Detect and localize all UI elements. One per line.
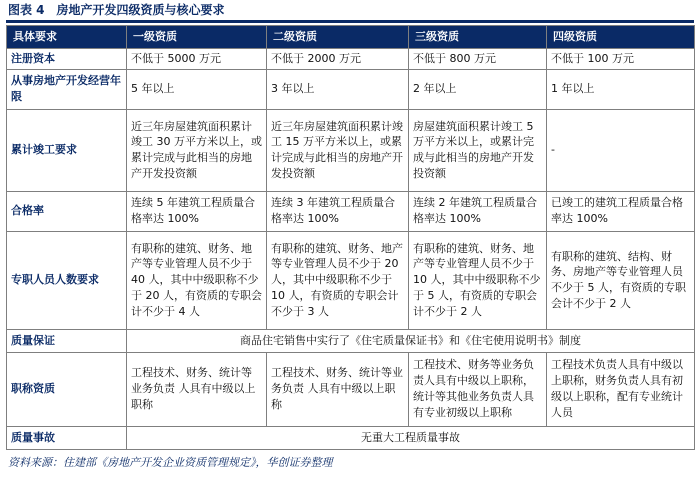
cell-completion-level-2: 近三年房屋建筑面积累计竣工 15 万平方米以上，或累计完成与此相当的房地产开发投资额 [267,109,409,191]
cell-registered-capital-level-1: 不低于 5000 万元 [127,48,267,69]
cell-title-level-4: 工程技术负责人具有中级以上职称，财务负责人具有初级以上职称，配有专业统计人员 [547,352,695,426]
cell-title-level-1: 工程技术、财务、统计等业务负责 人具有中级以上职称 [127,352,267,426]
table-row [7,426,695,449]
cell-quality-assurance-merged: 商品住宅销售中实行了《住宅质量保证书》和《住宅使用说明书》制度 [127,329,695,352]
table-row [7,191,695,231]
qualification-table [6,25,695,450]
header-level-3: 三级资质 [409,26,547,49]
row-label-staff-requirement: 专职人员人数要求 [7,231,127,329]
cell-pass-rate-level-4: 已竣工的建筑工程质量合格率达 100% [547,191,695,231]
row-label-operating-years: 从事房地产开发经营年限 [7,69,127,109]
cell-operating-years-level-2: 3 年以上 [267,69,409,109]
table-row [7,231,695,329]
header-level-2: 二级资质 [267,26,409,49]
cell-operating-years-level-3: 2 年以上 [409,69,547,109]
table-row [7,352,695,426]
header-level-1: 一级资质 [127,26,267,49]
source-note: 资料来源：住建部《房地产开发企业资质管理规定》，华创证券整理 [8,455,333,469]
cell-pass-rate-level-1: 连续 5 年建筑工程质量合格率达 100% [127,191,267,231]
cell-staff-level-3: 有职称的建筑、财务、地产等专业管理人员不少于 10 人，其中中级职称不少于 5 人，有资质的专职会计不少于 2 人 [409,231,547,329]
table-row [7,69,695,109]
cell-pass-rate-level-3: 连续 2 年建筑工程质量合格率达 100% [409,191,547,231]
cell-title-level-3: 工程技术、财务等业务负责人具有中级以上职称，统计等其他业务负责人具有专业初级以上职称 [409,352,547,426]
cell-staff-level-4: 有职称的建筑、结构、财务、房地产等专业管理人员不少于 5 人，有资质的专职会计不少于 2 人 [547,231,695,329]
title-divider [6,20,694,23]
cell-quality-accident-merged: 无重大工程质量事故 [127,426,695,449]
figure-title: 图表 4 房地产开发四级资质与核心要求 [8,3,225,17]
cell-pass-rate-level-2: 连续 3 年建筑工程质量合格率达 100% [267,191,409,231]
row-label-quality-assurance: 质量保证 [7,329,127,352]
row-label-title-qualification: 职称资质 [7,352,127,426]
cell-registered-capital-level-4: 不低于 100 万元 [547,48,695,69]
table-row [7,48,695,69]
row-label-registered-capital: 注册资本 [7,48,127,69]
cell-staff-level-1: 有职称的建筑、财务、地产等专业管理人员不少于 40 人，其中中级职称不少于 20 人，有资质的专职会计不少于 4 人 [127,231,267,329]
header-requirement: 具体要求 [7,26,127,49]
table-row [7,329,695,352]
row-label-completion-requirement: 累计竣工要求 [7,109,127,191]
table-row [7,109,695,191]
cell-registered-capital-level-2: 不低于 2000 万元 [267,48,409,69]
cell-operating-years-level-1: 5 年以上 [127,69,267,109]
cell-staff-level-2: 有职称的建筑、财务、地产等专业管理人员不少于 20 人，其中中级职称不少于 10 人，有资质的专职会计不少于 3 人 [267,231,409,329]
cell-title-level-2: 工程技术、财务、统计等业务负责 人具有中级以上职称 [267,352,409,426]
cell-registered-capital-level-3: 不低于 800 万元 [409,48,547,69]
row-label-quality-accident: 质量事故 [7,426,127,449]
cell-completion-level-4: - [547,109,695,191]
cell-completion-level-3: 房屋建筑面积累计竣工 5 万平方米以上，或累计完成与此相当的房地产开发投资额 [409,109,547,191]
cell-operating-years-level-4: 1 年以上 [547,69,695,109]
header-level-4: 四级资质 [547,26,695,49]
table-header-row [7,26,695,49]
row-label-pass-rate: 合格率 [7,191,127,231]
cell-completion-level-1: 近三年房屋建筑面积累计竣工 30 万平方米以上，或累计完成与此相当的房地产开发投资额 [127,109,267,191]
